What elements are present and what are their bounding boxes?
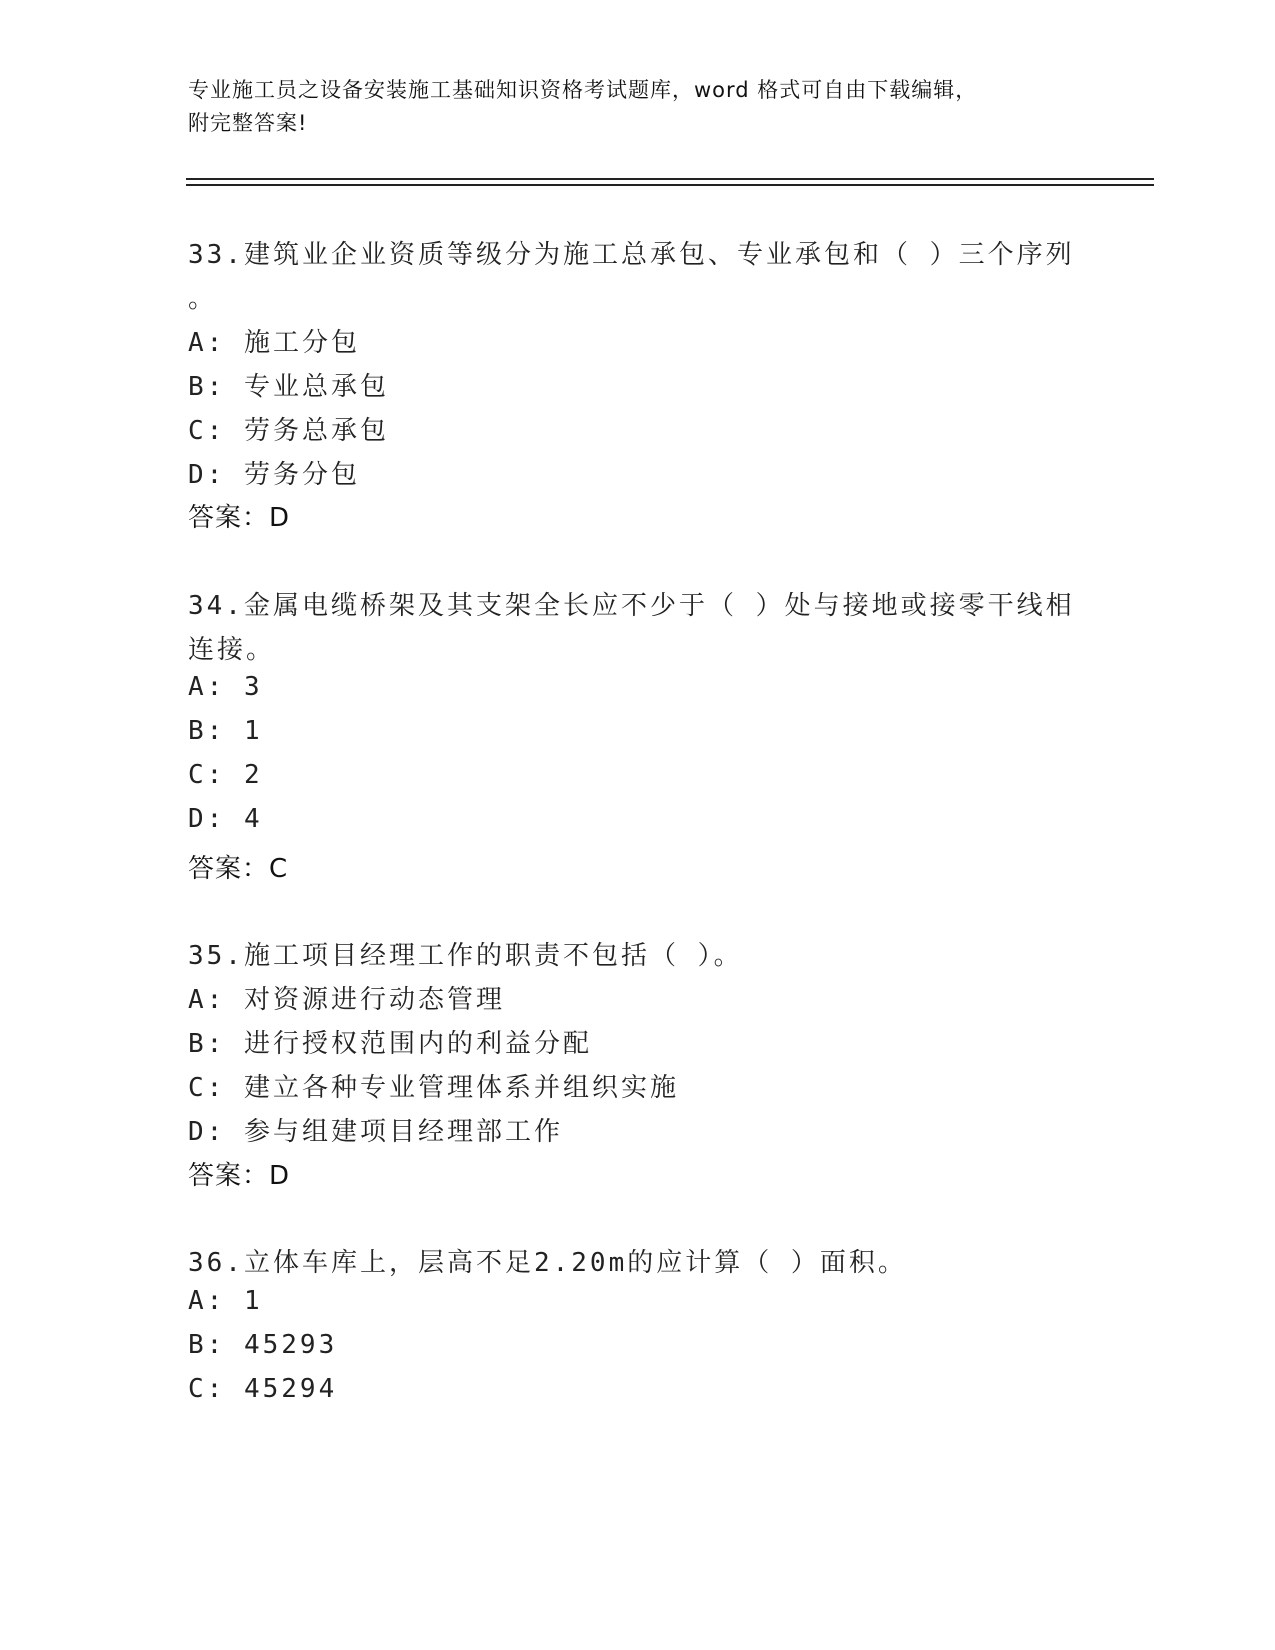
- question-34-text-cont: 连接。: [188, 635, 276, 665]
- question-33-option-c: C: 劳务总承包: [188, 416, 389, 446]
- question-34-answer: 答案：C: [188, 854, 289, 884]
- question-35-option-b: B: 进行授权范围内的利益分配: [188, 1029, 592, 1059]
- question-33-answer: 答案：D: [188, 503, 291, 533]
- question-34-option-d: D: 4: [188, 804, 263, 834]
- question-35-option-a: A: 对资源进行动态管理: [188, 985, 505, 1015]
- question-33-option-b: B: 专业总承包: [188, 372, 389, 402]
- question-35-option-c: C: 建立各种专业管理体系并组织实施: [188, 1073, 679, 1103]
- question-36-text: 36.立体车库上，层高不足2.20m的应计算（ ）面积。: [188, 1248, 907, 1278]
- header-line-2: 附完整答案!: [188, 111, 308, 135]
- question-34-option-b: B: 1: [188, 716, 263, 746]
- question-34-option-a: A: 3: [188, 672, 263, 702]
- header-divider-top: [186, 178, 1154, 180]
- document-header: [188, 74, 1088, 140]
- question-33-option-d: D: 劳务分包: [188, 460, 360, 490]
- question-35-text: 35.施工项目经理工作的职责不包括（ ）。: [188, 941, 743, 971]
- question-34-text: 34.金属电缆桥架及其支架全长应不少于（ ）处与接地或接零干线相: [188, 591, 1075, 621]
- question-33-option-a: A: 施工分包: [188, 328, 360, 358]
- question-36-option-c: C: 45294: [188, 1374, 338, 1404]
- question-35-answer: 答案：D: [188, 1161, 291, 1191]
- question-35-option-d: D: 参与组建项目经理部工作: [188, 1117, 563, 1147]
- question-34-option-c: C: 2: [188, 760, 263, 790]
- header-line-1: 专业施工员之设备安装施工基础知识资格考试题库，word 格式可自由下载编辑，: [188, 78, 978, 102]
- question-36-option-a: A: 1: [188, 1286, 263, 1316]
- question-33-text-cont: 。: [188, 284, 218, 314]
- question-36-option-b: B: 45293: [188, 1330, 338, 1360]
- question-33-text: 33.建筑业企业资质等级分为施工总承包、专业承包和（ ）三个序列: [188, 240, 1075, 270]
- header-divider-bottom: [186, 184, 1154, 186]
